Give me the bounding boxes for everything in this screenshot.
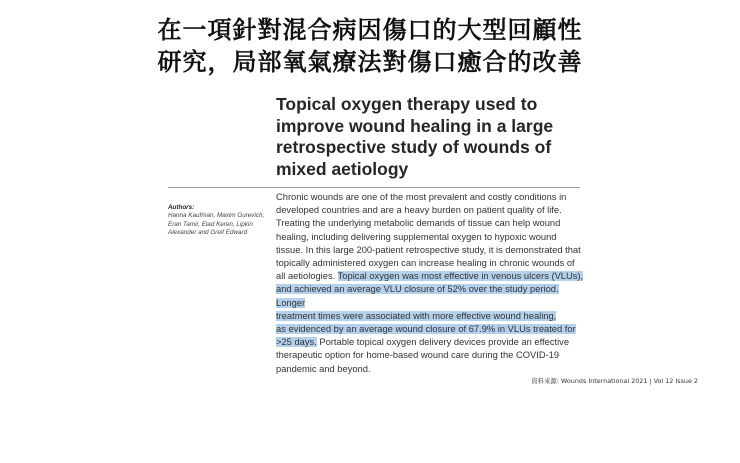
source-citation: 資料來源: Wounds International 2021 | Vol 12 Issue 2 [531, 377, 698, 385]
abstract-line: >25 days. Portable topical oxygen delivery devices provide an effective [276, 337, 570, 348]
article-title-line: improve wound healing in a large [276, 115, 554, 136]
abstract-line: healing, including delivering supplemental oxygen to hypoxic wound [276, 231, 557, 242]
headline-line-1: 在一項針對混合病因傷口的大型回顧性 [157, 16, 583, 44]
abstract-line: all aetiologies. Topical oxygen was most effective in venous ulcers (VLUs), [276, 271, 584, 282]
abstract-line: topically administered oxygen can increase healing in chronic wounds of [276, 258, 575, 269]
highlighted-text: as evidenced by an average wound closure of 67.9% in VLUs treated for [276, 324, 576, 335]
highlighted-text: >25 days. [276, 337, 317, 348]
abstract-line: therapeutic option for home-based wound care during the COVID-19 [276, 350, 560, 361]
article-title [276, 94, 576, 180]
abstract-line: Treating the underlying metabolic demands of tissue can help wound [276, 218, 561, 229]
highlighted-text: treatment times were associated with more effective wound healing, [276, 310, 557, 321]
authors-line: Hanna Kaufman, Maxim Gurevich, [168, 212, 265, 220]
abstract-line: tissue. In this large 200-patient retrospective study, it is demonstrated that [276, 244, 581, 255]
authors-line: Alexander and Greif Edward [168, 229, 248, 237]
article-title-line: Topical oxygen therapy used to [276, 94, 538, 114]
abstract-line: pandemic and beyond. [276, 363, 371, 374]
headline-line-2: 研究，局部氧氣療法對傷口癒合的改善 [157, 48, 583, 76]
highlighted-text: Topical oxygen was most effective in venous ulcers (VLUs), [337, 271, 584, 282]
abstract-line [276, 310, 588, 323]
authors-header: Authors: [168, 204, 195, 211]
article-title-line: retrospective study of wounds of [276, 137, 552, 157]
abstract-line: developed countries and are a heavy burden on patient quality of life. [276, 205, 562, 216]
abstract-line [276, 323, 588, 336]
divider-rule [168, 187, 580, 188]
authors-line: Eran Tamir, Elad Keren, Lipkin [168, 220, 253, 228]
abstract-block [276, 191, 588, 376]
article-title-line: mixed aetiology [276, 158, 409, 179]
highlighted-text: and achieved an average VLU closure of 52% over the study period. Longer [276, 284, 559, 308]
abstract-line: Chronic wounds are one of the most prevalent and costly conditions in [276, 192, 567, 202]
authors-block [168, 204, 268, 238]
slide-headline [0, 14, 740, 78]
abstract-line [276, 283, 588, 309]
